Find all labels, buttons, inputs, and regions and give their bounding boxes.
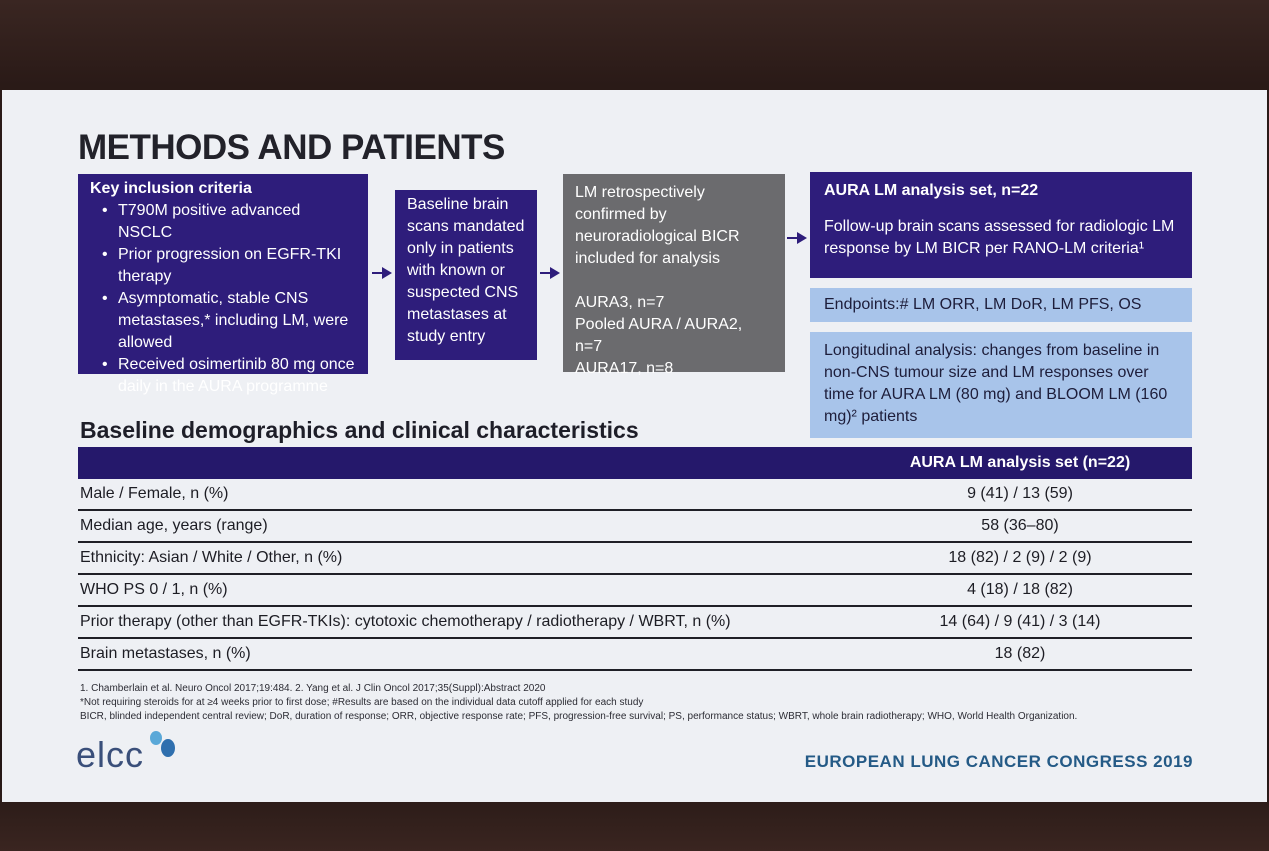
row-value: 58 (36–80) [981,517,1059,534]
table-header-label: AURA LM analysis set (n=22) [909,454,1131,471]
flow-arrow [787,237,805,239]
row-label: Median age, years (range) [80,517,268,534]
row-value: 18 (82) / 2 (9) / 2 (9) [948,549,1092,566]
inclusion-criteria-box [78,174,368,395]
inclusion-item: • Asymptomatic, stable CNS metastases,* including LM, were allowed [118,288,356,354]
footnote: 1. Chamberlain et al. Neuro Oncol 2017;19:484. 2. Yang et al. J Clin Oncol 2017;35(Suppl):Abstract 2020 [80,683,546,694]
presentation-slide [2,90,1267,802]
baseline-scans-box: Baseline brain scans mandated only in patients with known or suspected CNS metastases at study entry [395,190,537,360]
slide-title: METHODS AND PATIENTS [78,128,505,167]
flow-arrow [372,272,390,274]
inclusion-item: • Prior progression on EGFR-TKI therapy [118,244,356,288]
endpoints-box: Endpoints:# LM ORR, LM DoR, LM PFS, OS [810,288,1192,322]
table-row [78,607,1192,639]
lm-confirmation-text: LM retrospectively confirmed by neuroradiological BICR included for analysis [575,184,740,267]
longitudinal-analysis-box: Longitudinal analysis: changes from baseline in non-CNS tumour size and LM responses over time for AURA LM (80 mg) and BLOOM LM (160 mg)² patients [810,332,1192,438]
table-row [78,639,1192,671]
row-value: 4 (18) / 18 (82) [967,581,1073,598]
flow-arrow [540,272,558,274]
row-value: 9 (41) / 13 (59) [967,485,1073,502]
inclusion-heading: Key inclusion criteria [90,180,252,197]
lm-confirmation-box [563,174,785,377]
row-label: Male / Female, n (%) [80,485,229,502]
analysis-set-heading: AURA LM analysis set, n=22 [824,182,1039,199]
table-header [78,447,1192,479]
footnote: BICR, blinded independent central review; DoR, duration of response; ORR, objective response rate; PFS, progression-free survival; PS, performance status; WBRT, whole brain radiotherapy; WHO, World Health Organization. [80,711,1078,722]
table-row [78,511,1192,543]
table-row [78,575,1192,607]
study-line: AURA17, n=8 [575,360,674,377]
elcc-logo: elcc [76,734,145,775]
row-label: WHO PS 0 / 1, n (%) [80,581,228,598]
inclusion-item: • Received osimertinib 80 mg once daily in the AURA programme [118,354,356,398]
analysis-set-box [810,172,1192,278]
table-title: Baseline demographics and clinical characteristics [80,417,639,443]
congress-name: EUROPEAN LUNG CANCER CONGRESS 2019 [804,752,1193,771]
table-row [78,479,1192,511]
footnote: *Not requiring steroids for at ≥4 weeks prior to first dose; #Results are based on the individual data cutoff applied for each study [80,697,644,708]
demographics-table [78,447,1192,671]
row-label: Ethnicity: Asian / White / Other, n (%) [80,549,343,566]
inclusion-item: • T790M positive advanced NSCLC [118,200,356,244]
row-value: 18 (82) [994,645,1046,662]
inclusion-list [90,200,356,398]
study-line: AURA3, n=7 [575,294,665,311]
logo-drops-icon [144,728,180,762]
row-label: Brain metastases, n (%) [80,645,251,662]
study-line: Pooled AURA / AURA2, n=7 [575,316,743,355]
table-row [78,543,1192,575]
row-label: Prior therapy (other than EGFR-TKIs): cytotoxic chemotherapy / radiotherapy / WBRT, n (%) [80,613,731,630]
analysis-set-body: Follow-up brain scans assessed for radiologic LM response by LM BICR per RANO-LM criteria¹ [824,218,1175,257]
row-value: 14 (64) / 9 (41) / 3 (14) [939,613,1101,630]
